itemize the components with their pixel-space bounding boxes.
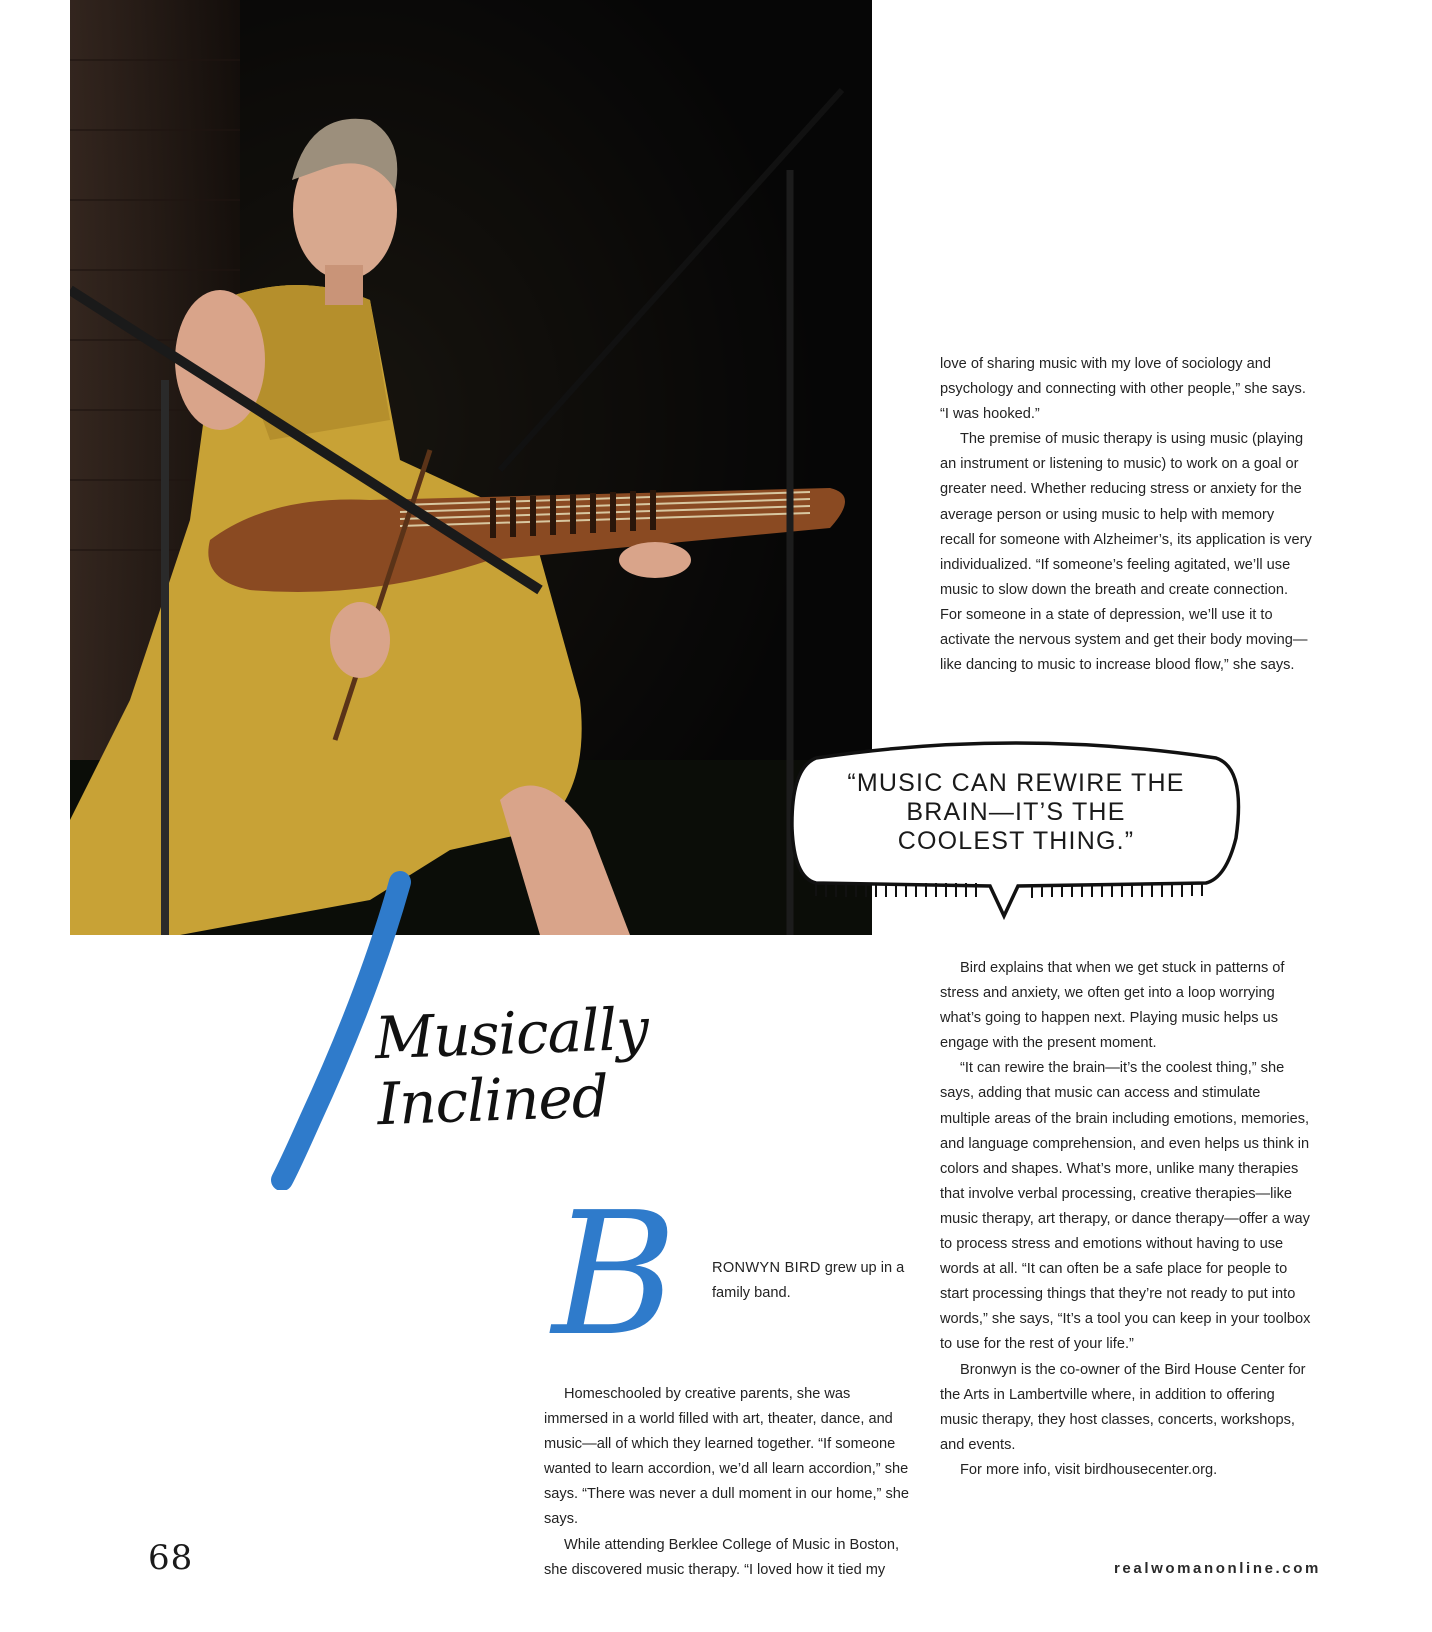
right-column-top	[940, 352, 1312, 678]
drop-cap	[540, 1188, 710, 1358]
hero-photo	[70, 0, 872, 935]
right-bottom-paragraph-2: “It can rewire the brain—it’s the coolest thing,” she says, adding that music can access and stimulate multiple areas of the brain including emotions, memories, and language comprehension, and even helps us think in colors and shapes. What’s more, unlike many therapies that involve verbal processing, creative therapies—like music therapy, art therapy, or dance therapy—offer a way to process stress and emotions without having to use words at all. “It can often be a safe place for people to start processing things that they’re not ready to put into words,” she says, “It’s a tool you can keep in your toolbox to use for the rest of your life.”	[940, 1060, 1311, 1353]
right-column-bottom	[940, 956, 1312, 1483]
right-bottom-paragraph-4: For more info, visit birdhousecenter.org.	[960, 1461, 1218, 1478]
left-paragraph-2: While attending Berklee College of Music in Boston, she discovered music therapy. “I loved how it tied my	[544, 1536, 900, 1578]
intro-rest: grew up in a family band.	[712, 1260, 905, 1302]
article-headline	[374, 995, 678, 1137]
intro-column	[712, 1256, 912, 1306]
pull-quote-text: “MUSIC CAN REWIRE THE BRAIN—IT’S THE COOLEST THING.”	[847, 769, 1185, 855]
left-paragraph-1: Homeschooled by creative parents, she was immersed in a world filled with art, theater, dance, and music—all of which they learned together. “If someone wanted to learn accordion, we’d all learn accordion,” she says. “There was never a dull moment in our home,” she says.	[544, 1386, 910, 1528]
website-link[interactable]: realwomanonline.com	[1114, 1560, 1321, 1577]
page-number: 68	[148, 1538, 194, 1578]
left-column	[544, 1382, 916, 1583]
photo-illustration	[70, 0, 872, 935]
right-bottom-paragraph-1: Bird explains that when we get stuck in patterns of stress and anxiety, we often get into a loop worrying what’s going to happen next. Playing music helps us engage with the present moment.	[940, 960, 1285, 1052]
right-top-paragraph-1: love of sharing music with my love of sociology and psychology and connecting with other people,” she says. “I was hooked.”	[940, 356, 1306, 423]
right-bottom-paragraph-3: Bronwyn is the co-owner of the Bird House Center for the Arts in Lambertville where, in addition to offering music therapy, they host classes, concerts, workshops, and events.	[940, 1361, 1306, 1453]
headline-line-1: Musically	[373, 994, 649, 1073]
intro-name: RONWYN BIRD	[712, 1260, 821, 1276]
intro-paragraph	[712, 1256, 912, 1306]
drop-cap-letter: B	[552, 1188, 677, 1358]
right-top-paragraph-2: The premise of music therapy is using music (playing an instrument or listening to music) to work on a goal or greater need. Whether reducing stress or anxiety for the average person or using music to help with memory recall for someone with Alzheimer’s, its application is very individualized. “If someone’s feeling agitated, we’ll use music to slow down the breath and create connection. For someone in a state of depression, we’ll use it to activate the nervous system and get their body moving—like dancing to music to increase blood flow,” she says.	[940, 431, 1312, 674]
headline-line-2: Inclined	[376, 1062, 609, 1139]
